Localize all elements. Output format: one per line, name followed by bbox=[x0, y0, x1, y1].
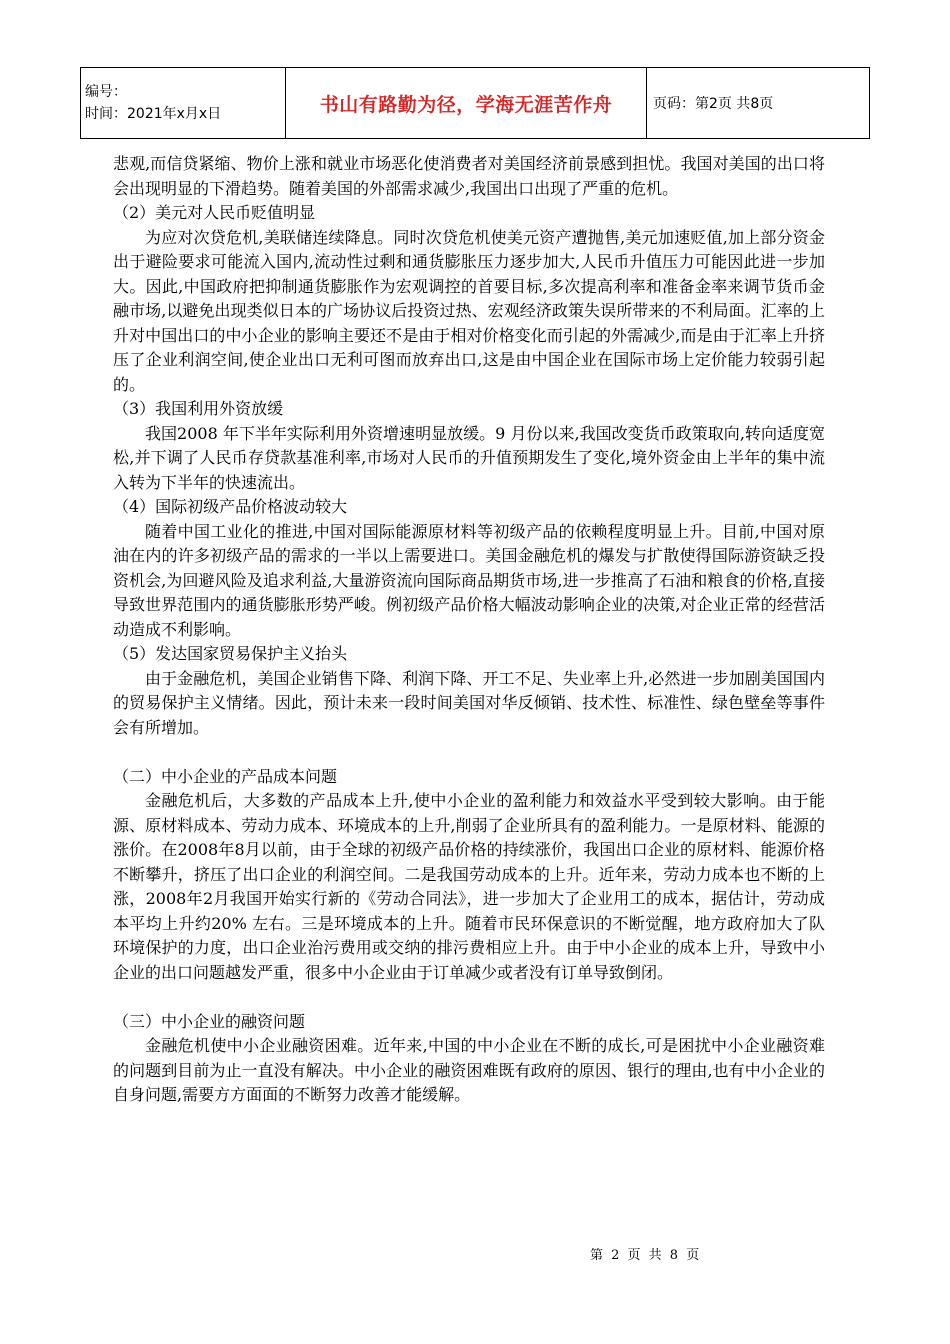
document-body bbox=[113, 152, 825, 1108]
paragraph: 金融危机使中小企业融资困难。近年来,中国的中小企业在不断的成长,可是困扰中小企业融资难的问题到目前为止一直没有解决。中小企业的融资困难既有政府的原因、银行的理由,也有中小企业的自身问题,需要方方面面的不断努力改善才能缓解。 bbox=[113, 1036, 825, 1104]
paragraph: 我国2008 年下半年实际利用外资增速明显放缓。9 月份以来,我国改变货币政策取向,转向适度宽松,并下调了人民币存贷款基准利率,市场对人民币的升值预期发生了变化,境外资金由上半年的集中流入转为下半年的快速流出。 bbox=[113, 423, 825, 492]
page-header bbox=[80, 67, 870, 139]
document-date: 时间：2021年x月x日 bbox=[85, 106, 222, 122]
subheading: （5）发达国家贸易保护主义抬头 bbox=[113, 644, 348, 663]
subheading: （2）美元对人民币贬值明显 bbox=[113, 203, 316, 222]
section-heading: （三）中小企业的融资问题 bbox=[113, 1011, 306, 1031]
subheading: （3）我国利用外资放缓 bbox=[113, 399, 284, 418]
page-footer: 第 2 页 共 8 页 bbox=[590, 1248, 702, 1263]
header-motto: 书山有路勤为径，学海无涯苦作舟 bbox=[286, 68, 647, 139]
paragraph: 为应对次贷危机,美联储连续降息。同时次贷危机使美元资产遭抛售,美元加速贬值,加上部分资金出于避险要求可能流入国内,流动性过剩和通货膨胀压力逐步加大,人民币升值压力可能因此进一步加大。因此,中国政府把抑制通货膨胀作为宏观调控的首要目标,多次提高利率和准备金率来调节货币金融市场,以避免出现类似日本的广场协议后投资过热、宏观经济政策失误所带来的不利局面。汇率的上升对中国出口的中小企业的影响主要还不是由于相对价格变化而引起的外需减少,而是由于汇率上升挤压了企业利润空间,使企业出口无利可图而放弃出口,这是由中国企业在国际市场上定价能力较弱引起的。 bbox=[113, 227, 825, 394]
subheading: （4）国际初级产品价格波动较大 bbox=[113, 497, 348, 516]
paragraph: 随着中国工业化的推进,中国对国际能源原材料等初级产品的依赖程度明显上升。目前,中国对原油在内的许多初级产品的需求的一半以上需要进口。美国金融危机的爆发与扩散使得国际游资缺乏投资机会,为回避风险及追求利益,大量游资流向国际商品期货市场,进一步推高了石油和粮食的价格,直接导致世界范围内的通货膨胀形势严峻。例初级产品价格大幅波动影响企业的决策,对企业正常的经营活动造成不利影响。 bbox=[113, 521, 825, 639]
paragraph: 由于金融危机，美国企业销售下降、利润下降、开工不足、失业率上升,必然进一步加剧美国国内的贸易保护主义情绪。因此，预计未来一段时间美国对华反倾销、技术性、标准性、绿色壁垒等事件会有所增加。 bbox=[113, 668, 825, 737]
section-heading: （二）中小企业的产品成本问题 bbox=[113, 766, 338, 786]
paragraph: 金融危机后，大多数的产品成本上升,使中小企业的盈利能力和效益水平受到较大影响。由于能源、原材料成本、劳动力成本、环境成本的上升,削弱了企业所具有的盈利能力。一是原材料、能源的涨价。在2008年8月以前，由于全球的初级产品价格的持续涨价，我国出口企业的原材料、能源价格不断攀升，挤压了出口企业的利润空间。二是我国劳动成本的上升。近年来，劳动力成本也不断的上涨，2008年2月我国开始实行新的《劳动合同法》，进一步加大了企业用工的成本，据估计，劳动成本平均上升约20% 左右。三是环境成本的上升。随着市民环保意识的不断觉醒，地方政府加大了队环境保护的力度，出口企业治污费用或交纳的排污费相应上升。由于中小企业的成本上升，导致中小企业的出口问题越发严重，很多中小企业由于订单减少或者没有订单导致倒闭。 bbox=[113, 791, 825, 982]
paragraph: 悲观,而信贷紧缩、物价上涨和就业市场恶化使消费者对美国经济前景感到担忧。我国对美国的出口将会出现明显的下滑趋势。随着美国的外部需求减少,我国出口出现了严重的危机。 bbox=[113, 154, 825, 198]
header-page-info: 页码：第2页 共8页 bbox=[647, 68, 870, 139]
document-number-label: 编号： bbox=[85, 84, 127, 100]
header-left-cell bbox=[81, 68, 286, 139]
